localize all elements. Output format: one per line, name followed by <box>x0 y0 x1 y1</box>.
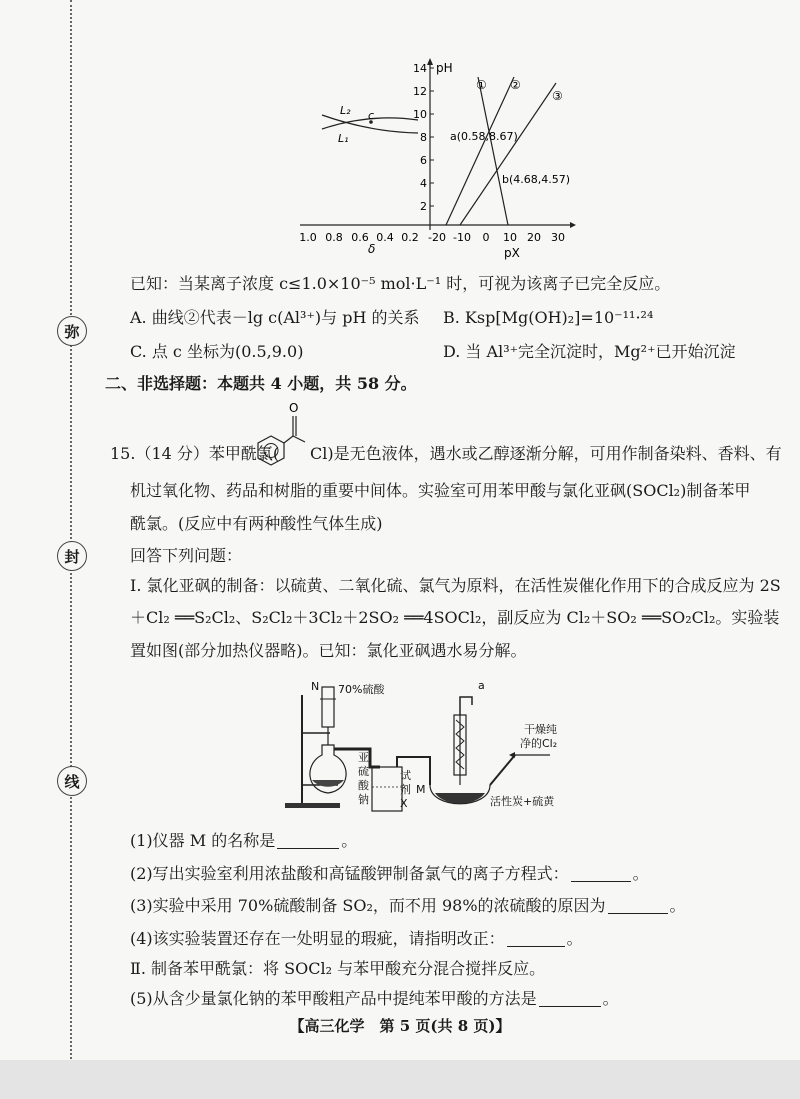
ph-graph <box>290 55 580 265</box>
left-tick: 1.0 <box>299 231 317 244</box>
label-cl2-1: 干燥纯 <box>524 723 557 736</box>
label-c: c <box>368 109 375 122</box>
point-b-label: b(4.68,4.57) <box>502 173 571 186</box>
option-a: A. 曲线②代表－lg c(Al³⁺)与 pH 的关系 <box>130 308 420 327</box>
section-heading: 二、非选择题：本题共 4 小题，共 58 分。 <box>105 374 417 393</box>
label-M: M <box>416 783 426 796</box>
part2-heading: Ⅱ. 制备苯甲酰氯：将 SOCl₂ 与苯甲酸充分混合搅拌反应。 <box>130 959 546 978</box>
y-tick: 2 <box>420 200 427 213</box>
option-c: C. 点 c 坐标为(0.5,9.0) <box>130 342 304 361</box>
label-acid: 70%硫酸 <box>338 683 385 696</box>
q15-line6: ＋Cl₂ ══S₂Cl₂、S₂Cl₂＋3Cl₂＋2SO₂ ══4SOCl₂，副反应为 Cl₂＋SO₂ ══SO₂Cl₂。实验装 <box>130 608 780 627</box>
point-a-label: a(0.58,8.67) <box>450 130 518 143</box>
q15-5: (5)从含少量氯化钠的苯甲酸粗产品中提纯苯甲酸的方法是 。 <box>130 989 619 1008</box>
right-tick: -10 <box>453 231 471 244</box>
q15-line7: 置如图(部分加热仪器略)。已知：氯化亚砜遇水易分解。 <box>130 641 527 660</box>
label-sulfite-2: 硫 <box>358 765 369 778</box>
y-tick: 10 <box>413 108 427 121</box>
label-a: a <box>478 679 485 692</box>
known-condition: 已知：当某离子浓度 c≤1.0×10⁻⁵ mol·L⁻¹ 时，可视为该离子已完全反应。 <box>130 274 671 293</box>
x-axis-label: pX <box>504 246 520 260</box>
q15-line2: 机过氧化物、药品和树脂的重要中间体。实验室可用苯甲酸与氯化亚砜(SOCl₂)制备苯甲 <box>130 481 751 500</box>
margin-mark-feng: 封 <box>57 541 87 571</box>
oxygen-atom: O <box>289 401 299 415</box>
y-tick: 12 <box>413 85 427 98</box>
label-L1: L₁ <box>338 132 349 145</box>
apparatus-diagram <box>280 675 590 825</box>
option-b: B. Ksp[Mg(OH)₂]=10⁻¹¹·²⁴ <box>443 308 654 327</box>
q15-line4: 回答下列问题： <box>130 546 243 565</box>
q15-4: (4)该实验装置还存在一处明显的瑕疵，请指明改正： 。 <box>130 929 583 948</box>
margin-mark-mi: 弥 <box>57 316 87 346</box>
benzoyl-chloride-structure <box>253 400 313 468</box>
label-L2: L₂ <box>340 104 351 117</box>
y-axis-label: pH <box>436 61 453 75</box>
y-tick: 14 <box>413 62 427 75</box>
label-cl2-2: 净的Cl₂ <box>520 737 558 750</box>
bottom-strip <box>0 1060 800 1099</box>
label-sulfite-3: 酸 <box>358 779 369 792</box>
y-tick: 6 <box>420 154 427 167</box>
right-tick: 20 <box>527 231 541 244</box>
left-tick: 0.8 <box>325 231 343 244</box>
right-tick: -20 <box>428 231 446 244</box>
q15-line1b: Cl)是无色液体，遇水或乙醇逐渐分解，可用作制备染料、香料、有 <box>310 444 782 463</box>
delta-label: δ <box>368 242 376 256</box>
label-reagent-3: X <box>400 797 408 810</box>
left-tick: 0.2 <box>401 231 419 244</box>
label-catalyst: 活性炭+硫黄 <box>490 795 555 808</box>
line-3 <box>460 83 556 225</box>
label-sulfite-1: 亚 <box>358 751 369 764</box>
q15-2: (2)写出实验室利用浓盐酸和高锰酸钾制备氯气的离子方程式： 。 <box>130 864 649 883</box>
q15-3: (3)实验中采用 70%硫酸制备 SO₂，而不用 98%的浓硫酸的原因为 。 <box>130 896 686 915</box>
label-line-2: ② <box>510 78 521 92</box>
y-tick: 4 <box>420 177 427 190</box>
label-N: N <box>311 680 320 693</box>
q15-line1a: 15.（14 分）苯甲酰氯( <box>110 444 280 463</box>
label-reagent-2: 剂 <box>400 783 411 796</box>
left-tick: 0.6 <box>351 231 369 244</box>
q15-line3: 酰氯。(反应中有两种酸性气体生成) <box>130 514 383 533</box>
option-d: D. 当 Al³⁺完全沉淀时，Mg²⁺已开始沉淀 <box>443 342 736 361</box>
label-line-1: ① <box>476 78 487 92</box>
right-tick: 30 <box>551 231 565 244</box>
right-tick: 0 <box>482 231 490 244</box>
page-footer: 【高三化学 第 5 页(共 8 页)】 <box>289 1017 511 1035</box>
label-line-3: ③ <box>552 89 563 103</box>
y-tick: 8 <box>420 131 427 144</box>
label-sulfite-4: 钠 <box>358 793 369 806</box>
q15-line5: Ⅰ. 氯化亚砜的制备：以硫黄、二氧化硫、氯气为原料，在活性炭催化作用下的合成反应为 2S <box>130 576 781 595</box>
label-reagent-1: 试 <box>400 769 411 782</box>
margin-mark-xian: 线 <box>57 766 87 796</box>
q15-1: (1)仪器 M 的名称是 。 <box>130 831 358 850</box>
left-tick: 0.4 <box>376 231 394 244</box>
right-tick: 10 <box>503 231 517 244</box>
